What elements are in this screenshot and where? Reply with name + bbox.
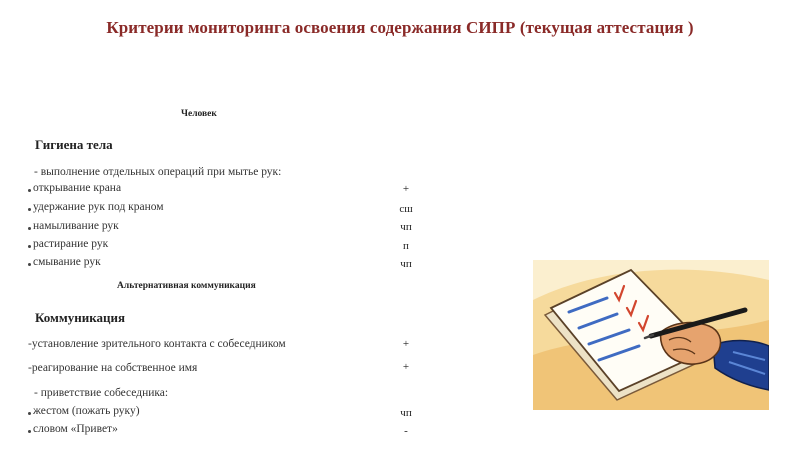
- section-header-alt-communication: Альтернативная коммуникация: [117, 281, 256, 291]
- hand-writing-illustration: [533, 260, 769, 410]
- subsection-communication: Коммуникация: [35, 310, 126, 325]
- subsection-body-hygiene: Гигиена тела: [35, 137, 113, 152]
- bullet: [28, 430, 31, 433]
- list-item-label: смывание рук: [33, 256, 101, 268]
- list-item-mark: чп: [400, 221, 412, 233]
- communication-line: -установление зрительного контакта с собеседником: [28, 338, 286, 350]
- bullet: [28, 245, 31, 248]
- list-item-label: открывание крана: [33, 182, 122, 194]
- list-item-mark: -: [404, 425, 408, 437]
- list-item-mark: чп: [400, 258, 412, 270]
- bullet: [28, 412, 31, 415]
- bullet: [28, 189, 31, 192]
- section-header-human: Человек: [181, 109, 217, 119]
- communication-line: -реагирование на собственное имя: [28, 362, 198, 374]
- communication-line-mark: +: [402, 338, 410, 350]
- communication-line-mark: +: [402, 361, 410, 373]
- list-item-label: растирание рук: [33, 238, 109, 250]
- list-item-label: жестом (пожать руку): [33, 405, 140, 417]
- list-item-label: удержание рук под краном: [33, 201, 164, 213]
- list-item-label: словом «Привет»: [33, 423, 118, 435]
- greeting-intro: - приветствие собеседника:: [34, 387, 169, 399]
- hand-washing-intro: - выполнение отдельных операций при мытье рук:: [34, 166, 282, 178]
- list-item-mark: сш: [399, 203, 413, 215]
- slide-title: Критерии мониторинга освоения содержания СИПР (текущая аттестация ): [106, 18, 694, 37]
- list-item-mark: +: [402, 183, 410, 195]
- bullet: [28, 208, 31, 211]
- list-item-label: намыливание рук: [33, 220, 119, 232]
- list-item-mark: п: [403, 240, 409, 252]
- bullet: [28, 227, 31, 230]
- list-item-mark: чп: [400, 407, 412, 419]
- bullet: [28, 263, 31, 266]
